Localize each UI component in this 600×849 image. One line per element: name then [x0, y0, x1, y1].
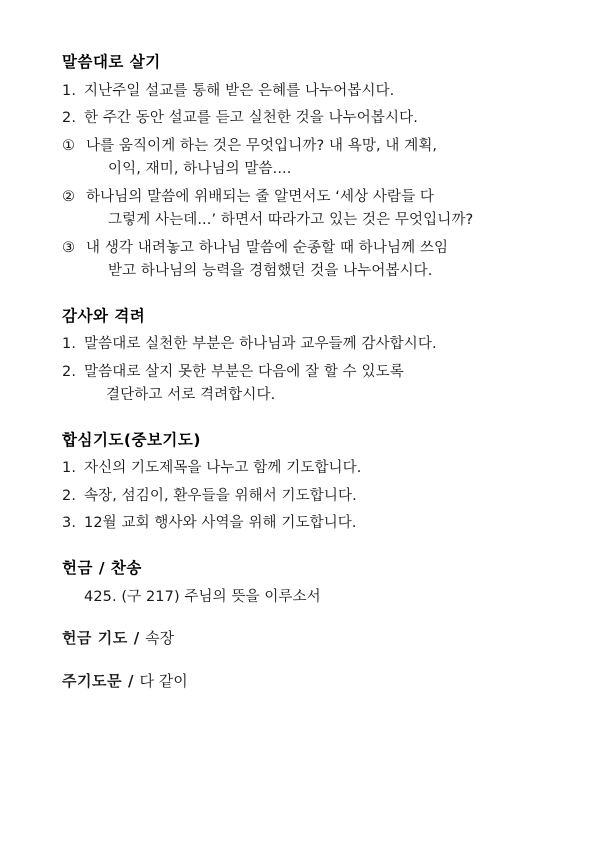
list-marker: 1. — [62, 336, 77, 353]
list-item — [62, 107, 558, 130]
spacer — [62, 412, 558, 430]
list-text — [86, 186, 558, 233]
section-title: 합심기도(중보기도) — [62, 430, 201, 449]
spacer — [62, 288, 558, 306]
list-text: 속장, 섬김이, 환우들을 위해서 기도합니다. — [84, 487, 357, 504]
separator: / — [127, 671, 134, 690]
section-title: 감사와 격려 — [62, 306, 146, 325]
list-marker: 3. — [62, 515, 77, 532]
list-item — [62, 361, 558, 408]
section-title: 말씀대로 살기 — [62, 53, 161, 71]
list-marker: ③ — [62, 239, 76, 256]
list-marker: 1. — [62, 460, 77, 477]
list-text: 지난주일 설교를 통해 받은 은혜를 나누어봅시다. — [84, 82, 395, 99]
section-united-prayer — [62, 430, 558, 536]
list-marker: 2. — [62, 487, 77, 504]
section-thanks-encourage — [62, 306, 558, 408]
list-item — [62, 485, 558, 508]
list-item — [62, 80, 558, 103]
list-text-line: 받고 하나님의 능력을 경험했던 것을 나누어봅시다. — [108, 263, 433, 280]
lords-prayer-label: 주기도문 — [62, 671, 122, 690]
offering-prayer-line — [62, 627, 558, 650]
list-text-line: 말씀대로 살지 못한 부분은 다음에 잘 할 수 있도록 — [84, 363, 404, 380]
section-title: 헌금 / 찬송 — [62, 558, 142, 577]
spacer — [62, 650, 558, 670]
section-live-by-word — [62, 52, 558, 284]
list-text — [86, 237, 558, 284]
list-marker: 2. — [62, 363, 77, 380]
offering-prayer-label: 헌금 기도 — [62, 629, 128, 648]
list-marker: ① — [62, 137, 76, 154]
list-text-line: 내 생각 내려놓고 하나님 말씀에 순종할 때 하나님께 쓰임 — [86, 239, 449, 256]
lords-prayer-line — [62, 670, 558, 693]
list-item — [62, 333, 558, 356]
offering-prayer-value: 속장 — [145, 629, 175, 648]
lords-prayer-value: 다 같이 — [139, 671, 188, 690]
list-marker: 2. — [62, 110, 77, 127]
list-item — [62, 457, 558, 480]
list-marker: 1. — [62, 82, 77, 99]
list-item — [62, 237, 558, 284]
list-text-line: 이익, 재미, 하나님의 말씀.... — [108, 161, 292, 178]
separator: / — [133, 629, 140, 648]
spacer — [62, 613, 558, 627]
section-offering-hymn — [62, 558, 558, 609]
list-marker: ② — [62, 188, 76, 205]
list-text-line: 그렇게 사는데...’ 하면서 따라가고 있는 것은 무엇입니까? — [108, 212, 474, 229]
list-item — [62, 135, 558, 182]
list-item — [62, 512, 558, 535]
list-text — [86, 135, 558, 182]
list-text: 한 주간 동안 설교를 듣고 실천한 것을 나누어봅시다. — [84, 110, 418, 127]
list-text: 자신의 기도제목을 나누고 함께 기도합니다. — [84, 460, 362, 477]
spacer — [62, 540, 558, 558]
list-text-line: 나를 움직이게 하는 것은 무엇입니까? 내 욕망, 내 계획, — [86, 137, 438, 154]
list-item — [62, 186, 558, 233]
list-text-line: 하나님의 말씀에 위배되는 줄 알면서도 ‘세상 사람들 다 — [86, 188, 435, 205]
list-text: 말씀대로 실천한 부분은 하나님과 교우들께 감사합시다. — [84, 336, 437, 353]
list-text — [84, 361, 558, 408]
list-text-line: 결단하고 서로 격려합시다. — [106, 387, 276, 404]
hymn-line: 425. (구 217) 주님의 뜻을 이루소서 — [84, 588, 321, 605]
list-text: 12월 교회 행사와 사역을 위해 기도합니다. — [84, 515, 357, 532]
